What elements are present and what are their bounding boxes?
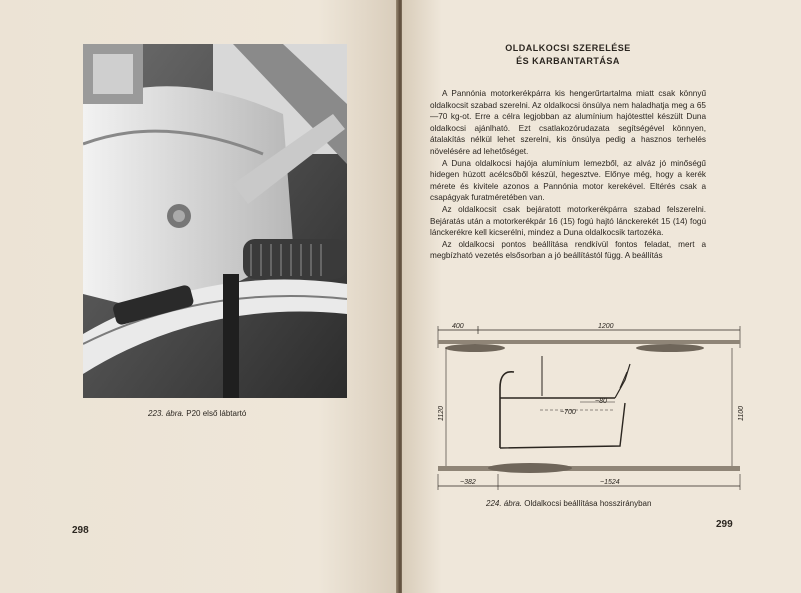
left-page [0, 0, 398, 593]
dim-1120: 1120 [438, 405, 445, 421]
dim-80: ~80 [595, 398, 607, 405]
dim-1100: 1100 [738, 405, 745, 421]
paragraph: A Pannónia motorkerékpárra kis hengerűrtartalma miatt csak könnyű oldalkocsit szabad szerelni. Az oldalkocsi önsúlya nem haladhatja meg a 65—70 kg-ot. Erre a célra legjobban az alumínium hajótesttel készült Duna oldalkocsi ajánlható. Ezt csatlakozórudazata segítségével könnyen, átalakítás nélkül lehet szerelni, kis önsúlya pedig a hasznos terhelés növelésére ad lehetőséget. [430, 89, 706, 156]
motorcycle-footrest-photo [83, 44, 347, 398]
heading-line-1: OLDALKOCSI SZERELÉSE [505, 43, 631, 53]
page-number-right: 299 [716, 519, 733, 530]
figure-caption-223: 223. ábra. P20 első lábtartó [148, 409, 247, 418]
dim-400: 400 [452, 323, 464, 330]
dim-700: ~700 [560, 409, 576, 416]
heading-line-2: ÉS KARBANTARTÁSA [516, 56, 620, 66]
section-heading [430, 42, 706, 68]
paragraph: Az oldalkocsit csak bejáratott motorkerékpárra szabad felszerelni. Bejáratás után a motorkerékpár 16 (15) fogú hajtó lánckerekét 15 (14) fogú lánckerékre kell kicserélni, mindez a Duna oldalkocsik tartozéka. [430, 204, 706, 238]
page-number-left: 298 [72, 525, 89, 536]
sidecar-alignment-diagram [430, 318, 748, 498]
dim-1524: ~1524 [600, 479, 620, 486]
paragraph: A Duna oldalkocsi hajója alumínium lemezből, az alváz jó minőségű hidegen húzott acélcsőből készül, hegesztve. Előnye még, hogy a kerék mérete és kivitele azonos a Pannónia motor kerekével. Eltérés csak a csapágyak furatméretében van. [430, 158, 706, 203]
paragraph: Az oldalkocsi pontos beállítása rendkívül fontos feladat, mert a megbízható vezetés elsősorban a jó beállítástól függ. A beállítás [430, 239, 706, 261]
body-text [430, 88, 706, 262]
figure-caption-224: 224. ábra. Oldalkocsi beállítása hosszirányban [486, 499, 652, 508]
dim-1200: 1200 [598, 323, 614, 330]
dim-382: ~382 [460, 479, 476, 486]
